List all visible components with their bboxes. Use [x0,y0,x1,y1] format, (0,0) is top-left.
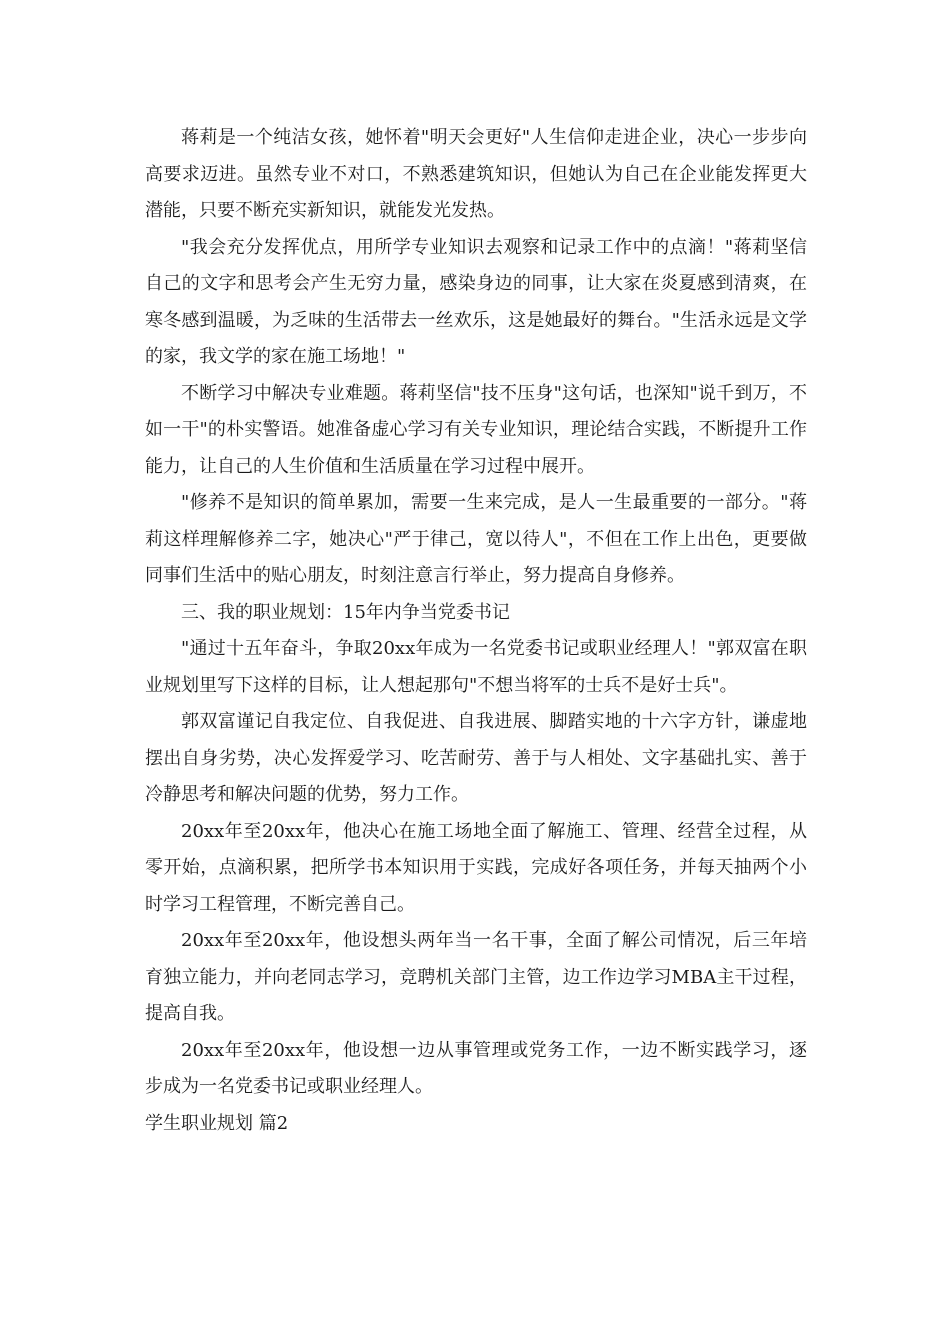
paragraph-6: 郭双富谨记自我定位、自我促进、自我进展、脚踏实地的十六字方针，谦虚地摆出自身劣势，决心发挥爱学习、吃苦耐劳、善于与人相处、文字基础扎实、善于冷静思考和解决问题的优势，努力工作。 [145,711,807,805]
next-section-title: 学生职业规划 篇2 [145,1112,289,1134]
paragraph-2: "我会充分发挥优点，用所学专业知识去观察和记录工作中的点滴！"蒋莉坚信自己的文字和思考会产生无穷力量，感染身边的同事，让大家在炎夏感到清爽，在寒冬感到温暖，为乏味的生活带去一丝欢乐，这是她最好的舞台。"生活永远是文学的家，我文学的家在施工场地！" [145,236,807,367]
document-body [145,120,807,1142]
paragraph-3: 不断学习中解决专业难题。蒋莉坚信"技不压身"这句话，也深知"说千到万，不如一干"的朴实警语。她准备虚心学习有关专业知识，理论结合实践，不断提升工作能力，让自己的人生价值和生活质量在学习过程中展开。 [145,382,807,477]
paragraph-4: "修养不是知识的简单累加，需要一生来完成，是人一生最重要的一部分。"蒋莉这样理解修养二字，她决心"严于律己，宽以待人"，不但在工作上出色，更要做同事们生活中的贴心朋友，时刻注意言行举止，努力提高自身修养。 [145,492,807,586]
section-heading: 三、我的职业规划：15年内争当党委书记 [181,601,510,623]
paragraph-5: "通过十五年奋斗，争取20xx年成为一名党委书记或职业经理人！"郭双富在职业规划里写下这样的目标，让人想起那句"不想当将军的士兵不是好士兵"。 [145,638,807,696]
paragraph-1: 蒋莉是一个纯洁女孩，她怀着"明天会更好"人生信仰走进企业，决心一步步向高要求迈进。虽然专业不对口，不熟悉建筑知识，但她认为自己在企业能发挥更大潜能，只要不断充实新知识，就能发光发热。 [145,127,807,221]
paragraph-7: 20xx年至20xx年，他决心在施工场地全面了解施工、管理、经营全过程，从零开始，点滴积累，把所学书本知识用于实践，完成好各项任务，并每天抽两个小时学习工程管理，不断完善自己。 [145,820,807,915]
paragraph-9: 20xx年至20xx年，他设想一边从事管理或党务工作，一边不断实践学习，逐步成为一名党委书记或职业经理人。 [145,1039,807,1097]
paragraph-8: 20xx年至20xx年，他设想头两年当一名干事，全面了解公司情况，后三年培育独立能力，并向老同志学习，竞聘机关部门主管，边工作边学习MBA主干过程，提高自我。 [145,930,807,1024]
